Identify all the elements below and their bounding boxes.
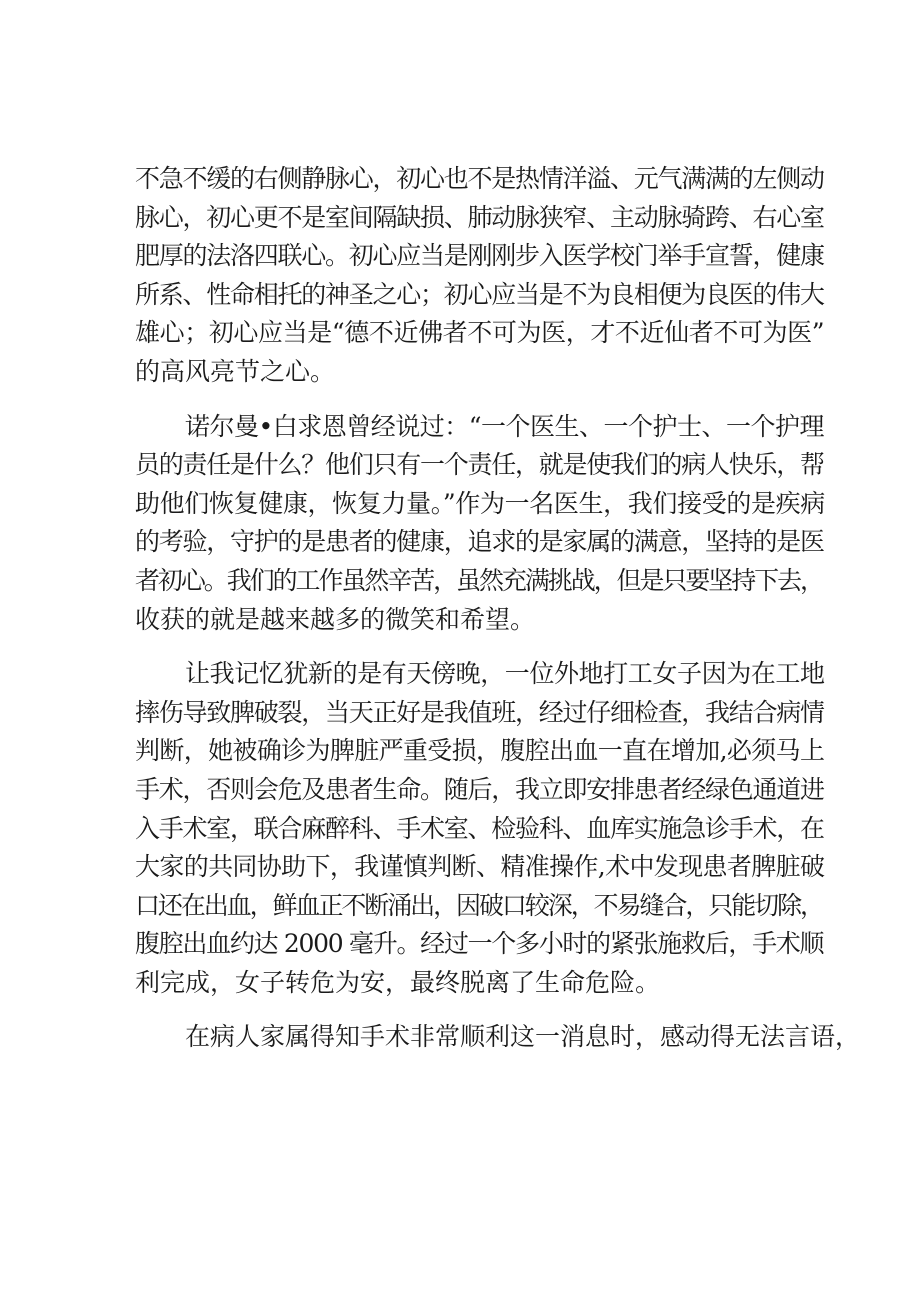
text-line: 摔伤导致脾破裂，当天正好是我值班，经过仔细检查，我结合病情 — [135, 697, 824, 727]
text-line: 手术，否则会危及患者生命。随后，我立即安排患者经绿色通道进 — [135, 774, 824, 804]
text-line: 的高风亮节之心。 — [135, 356, 336, 386]
text-line: 脉心，初心更不是室间隔缺损、肺动脉狭窄、主动脉骑跨、右心室 — [135, 202, 824, 232]
document-body — [135, 160, 861, 1073]
text-line: 判断，她被确诊为脾脏严重受损，腹腔出血一直在增加,必须马上 — [135, 736, 825, 766]
text-line: 不急不缓的右侧静脉心，初心也不是热情洋溢、元气满满的左侧动 — [135, 164, 824, 193]
text-line: 入手术室，联合麻醉科、手术室、检验科、血库实施急诊手术，在 — [135, 813, 824, 843]
text-line: 腹腔出血约达 2000 毫升。经过一个多小时的紧张施救后，手术顺 — [135, 929, 824, 959]
text-line: 让我记忆犹新的是有天傍晚，一位外地打工女子因为在工地 — [185, 659, 825, 689]
text-line: 所系、性命相托的神圣之心；初心应当是不为良相便为良医的伟大 — [135, 279, 824, 309]
text-line: 收获的就是越来越多的微笑和希望。 — [135, 604, 536, 634]
text-line: 者初心。我们的工作虽然辛苦，虽然充满挑战，但是只要坚持下去， — [135, 565, 823, 595]
text-line: 在病人家属得知手术非常顺利这一消息时，感动得无法言语， — [185, 1022, 861, 1052]
paragraph-1 — [135, 160, 825, 392]
text-line: 的考验，守护的是患者的健康，追求的是家属的满意，坚持的是医 — [135, 527, 824, 557]
text-line: 助他们恢复健康，恢复力量。”作为一名医生，我们接受的是疾病 — [135, 488, 825, 518]
text-line: 口还在出血，鲜血正不断涌出，因破口较深，不易缝合，只能切除， — [135, 890, 823, 920]
text-line: 诺尔曼•白求恩曾经说过：“一个医生、一个护士、一个护理 — [185, 411, 825, 441]
text-line: 雄心；初心应当是“德不近佛者不可为医，才不近仙者不可为医” — [135, 318, 825, 348]
text-line: 肥厚的法洛四联心。初心应当是刚刚步入医学校门举手宣誓，健康 — [135, 241, 824, 271]
text-line: 大家的共同协助下，我谨慎判断、精准操作,术中发现患者脾脏破 — [135, 852, 825, 882]
paragraph-4 — [135, 1018, 861, 1057]
text-line: 利完成，女子转危为安，最终脱离了生命危险。 — [135, 967, 661, 997]
paragraph-2 — [135, 408, 825, 640]
paragraph-3 — [135, 655, 825, 1002]
text-line: 员的责任是什么？他们只有一个责任，就是使我们的病人快乐，帮 — [135, 450, 824, 480]
